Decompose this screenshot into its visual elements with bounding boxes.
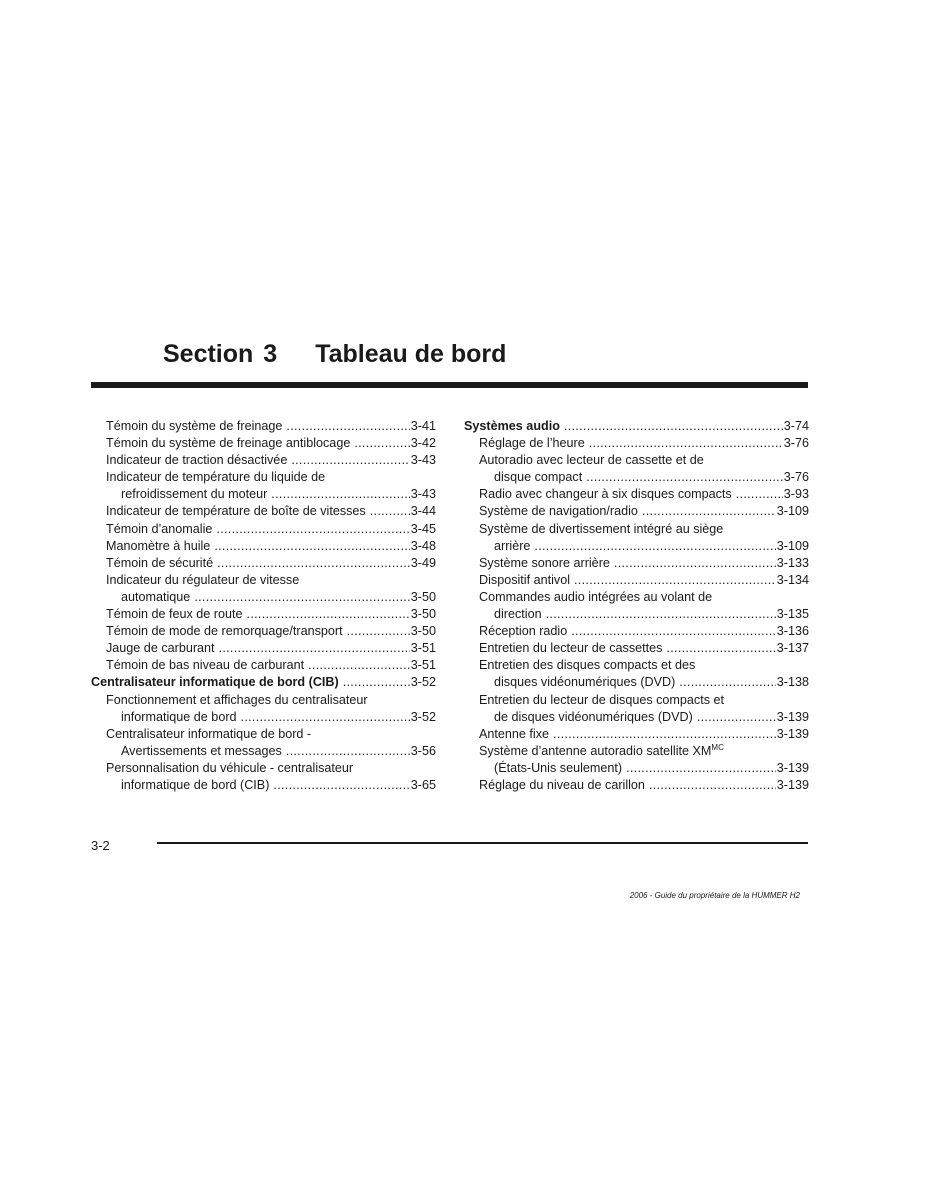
toc-entry[interactable] [91,657,436,674]
dot-leader [217,555,410,572]
toc-entry[interactable] [91,452,436,469]
toc-entry-text: de disques vidéonumériques (DVD) [494,709,693,724]
toc-page-ref: 3-49 [410,555,436,570]
toc-left-column [91,418,436,794]
toc-entry[interactable] [91,674,436,691]
toc-entry-text: automatique [121,589,191,604]
toc-entry-text: informatique de bord [121,709,237,724]
dot-leader [308,657,410,674]
toc-page-ref: 3-136 [776,624,809,639]
toc-page-ref: 3-43 [410,453,436,468]
page-number: 3-2 [91,838,110,853]
toc-page-ref: 3-139 [776,777,809,792]
toc-page-ref: 3-109 [776,504,809,519]
dot-leader [586,469,783,486]
toc-entry[interactable] [91,606,436,623]
toc-entry-text: Fonctionnement et affichages du centralisateur [106,692,368,707]
toc-entry[interactable] [91,503,436,520]
toc-page-ref: 3-44 [410,504,436,519]
toc-entry[interactable] [464,606,809,623]
toc-entry[interactable] [464,760,809,777]
toc-entry-text: Jauge de carburant [106,641,215,656]
toc-entry-text: Indicateur de traction désactivée [106,453,288,468]
dot-leader [546,606,776,623]
toc-page-ref: 3-52 [410,675,436,690]
toc-entry[interactable] [91,435,436,452]
toc-entry-text: Indicateur du régulateur de vitesse [106,572,300,587]
toc-entry-text: Commandes audio intégrées au volant de [479,589,713,604]
dot-leader [679,674,775,691]
toc-entry[interactable] [91,555,436,572]
toc-page-ref: 3-134 [776,572,809,587]
toc-page-ref: 3-50 [410,607,436,622]
toc-entry[interactable] [464,640,809,657]
footer-rule [157,842,808,844]
toc-page-ref: 3-76 [783,470,809,485]
toc-page-ref: 3-51 [410,641,436,656]
toc-entry[interactable] [91,486,436,503]
dot-leader [564,418,783,435]
toc-page-ref: 3-93 [783,487,809,502]
section-heading [163,340,506,369]
toc-entry[interactable] [464,418,809,435]
toc-entry[interactable] [464,435,809,452]
dot-leader [553,726,776,743]
toc-page-ref: 3-41 [410,419,436,433]
dot-leader [534,538,775,555]
toc-entry[interactable] [91,538,436,555]
toc-entry-text: arrière [494,538,531,553]
toc-entry-text: Centralisateur informatique de bord (CIB) [91,675,339,690]
dot-leader [343,674,410,691]
toc-entry[interactable] [464,555,809,572]
toc-entry[interactable] [464,538,809,555]
dot-leader [666,640,775,657]
toc-entry-text: direction [494,607,542,622]
toc-entry[interactable] [91,709,436,726]
toc-entry[interactable] [91,589,436,606]
dot-leader [589,435,783,452]
dot-leader [574,572,776,589]
dot-leader [214,538,409,555]
toc-entry[interactable] [464,623,809,640]
toc-entry-text: disques vidéonumériques (DVD) [494,675,676,690]
dot-leader [736,486,783,503]
toc-entry-text: Témoin du système de freinage [106,419,283,433]
toc-entry-text: Autoradio avec lecteur de cassette et de [479,453,704,468]
dot-leader [241,709,410,726]
dot-leader [626,760,776,777]
section-label: Section [163,340,254,368]
dot-leader [354,435,409,452]
toc-entry-text: Réception radio [479,624,568,639]
footer-text: 2006 - Guide du propriétaire de la HUMMER H2 [629,891,800,900]
toc-page-ref: 3-139 [776,760,809,775]
toc-entry-text: Antenne fixe [479,726,550,741]
toc-entry-text: Système de navigation/radio [479,504,638,519]
toc-page-ref: 3-138 [776,675,809,690]
toc-entry-text: Personnalisation du véhicule - centralisateur [106,760,354,775]
toc-entry[interactable] [464,572,809,589]
toc-right-column [464,418,809,794]
toc-page-ref: 3-42 [410,436,436,451]
toc-entry[interactable] [91,640,436,657]
toc-page-ref: 3-50 [410,624,436,639]
superscript-mark: MC [711,742,724,752]
toc-page-ref: 3-76 [783,436,809,451]
dot-leader [286,743,410,760]
dot-leader [247,606,410,623]
toc-entry-text: Témoin de mode de remorquage/transport [106,624,343,639]
dot-leader [273,777,409,794]
toc-entry-text: Radio avec changeur à six disques compacts [479,487,732,502]
toc-entry-text: Témoin d’anomalie [106,521,213,536]
toc-entry[interactable] [91,418,436,435]
toc-entry-text: Entretien du lecteur de cassettes [479,641,663,656]
toc-page-ref: 3-139 [776,726,809,741]
toc-page-ref: 3-52 [410,709,436,724]
dot-leader [571,623,776,640]
toc-page-ref: 3-109 [776,538,809,553]
toc-page-ref: 3-139 [776,709,809,724]
dot-leader [286,418,409,435]
toc-page-ref: 3-133 [776,555,809,570]
dot-leader [370,503,410,520]
toc-entry[interactable] [91,777,436,794]
toc-entry-text: Centralisateur informatique de bord - [106,726,312,741]
dot-leader [291,452,409,469]
toc-entry-text: Indicateur de température du liquide de [106,470,326,485]
toc-entry[interactable] [91,623,436,640]
dot-leader [219,640,410,657]
toc-entry[interactable] [91,521,436,538]
toc-entry-text: Témoin de bas niveau de carburant [106,658,305,673]
toc-entry[interactable] [464,486,809,503]
toc-entry-text: Témoin de feux de route [106,607,243,622]
dot-leader [649,777,776,794]
toc-entry-text: informatique de bord (CIB) [121,777,270,792]
toc-entry[interactable] [464,674,809,691]
dot-leader [216,521,409,538]
toc-page-ref: 3-51 [410,658,436,673]
toc-entry-text: Dispositif antivol [479,572,570,587]
section-title: Tableau de bord [315,340,507,368]
toc-page-ref: 3-45 [410,521,436,536]
dot-leader [347,623,410,640]
toc-page-ref: 3-135 [776,607,809,622]
toc-entry[interactable] [464,777,809,794]
toc-entry-text: refroidissement du moteur [121,487,268,502]
toc-page-ref: 3-43 [410,487,436,502]
toc-entry-text: Indicateur de température de boîte de vitesses [106,504,366,519]
dot-leader [697,709,776,726]
dot-leader [614,555,776,572]
dot-leader [642,503,776,520]
toc-page-ref: 3-137 [776,641,809,656]
toc-entry-text: Systèmes audio [464,419,560,433]
toc-entry-text: Entretien du lecteur de disques compacts et [479,692,725,707]
toc-entry-text: Système sonore arrière [479,555,610,570]
toc-page-ref: 3-48 [410,538,436,553]
section-number: 3 [263,340,278,368]
toc-entry-text: disque compact [494,470,583,485]
toc-page-ref: 3-50 [410,589,436,604]
toc-entry-text: Témoin du système de freinage antiblocage [106,436,351,451]
toc-entry[interactable] [464,503,809,520]
toc-entry-text: Réglage du niveau de carillon [479,777,645,792]
toc-entry-text: Témoin de sécurité [106,555,214,570]
dot-leader [194,589,409,606]
dot-leader [271,486,409,503]
toc-entry-text: Système de divertissement intégré au siège [479,521,724,536]
toc-page-ref: 3-74 [783,419,809,433]
toc-entry[interactable] [464,709,809,726]
toc-page-ref: 3-56 [410,743,436,758]
toc-entry-text: Réglage de l’heure [479,436,585,451]
toc-entry[interactable] [464,726,809,743]
toc-entry-text: (États-Unis seulement) [494,760,623,775]
toc-entry-text: Avertissements et messages [121,743,282,758]
toc-entry-text: Système d’antenne autoradio satellite $XM^{MC}$ [479,742,724,758]
heading-rule [91,382,808,388]
toc-entry-text: Entretien des disques compacts et des [479,658,696,673]
toc-entry-text: Manomètre à huile [106,538,211,553]
toc-entry[interactable] [91,743,436,760]
toc-entry[interactable] [464,469,809,486]
toc-page-ref: 3-65 [410,777,436,792]
